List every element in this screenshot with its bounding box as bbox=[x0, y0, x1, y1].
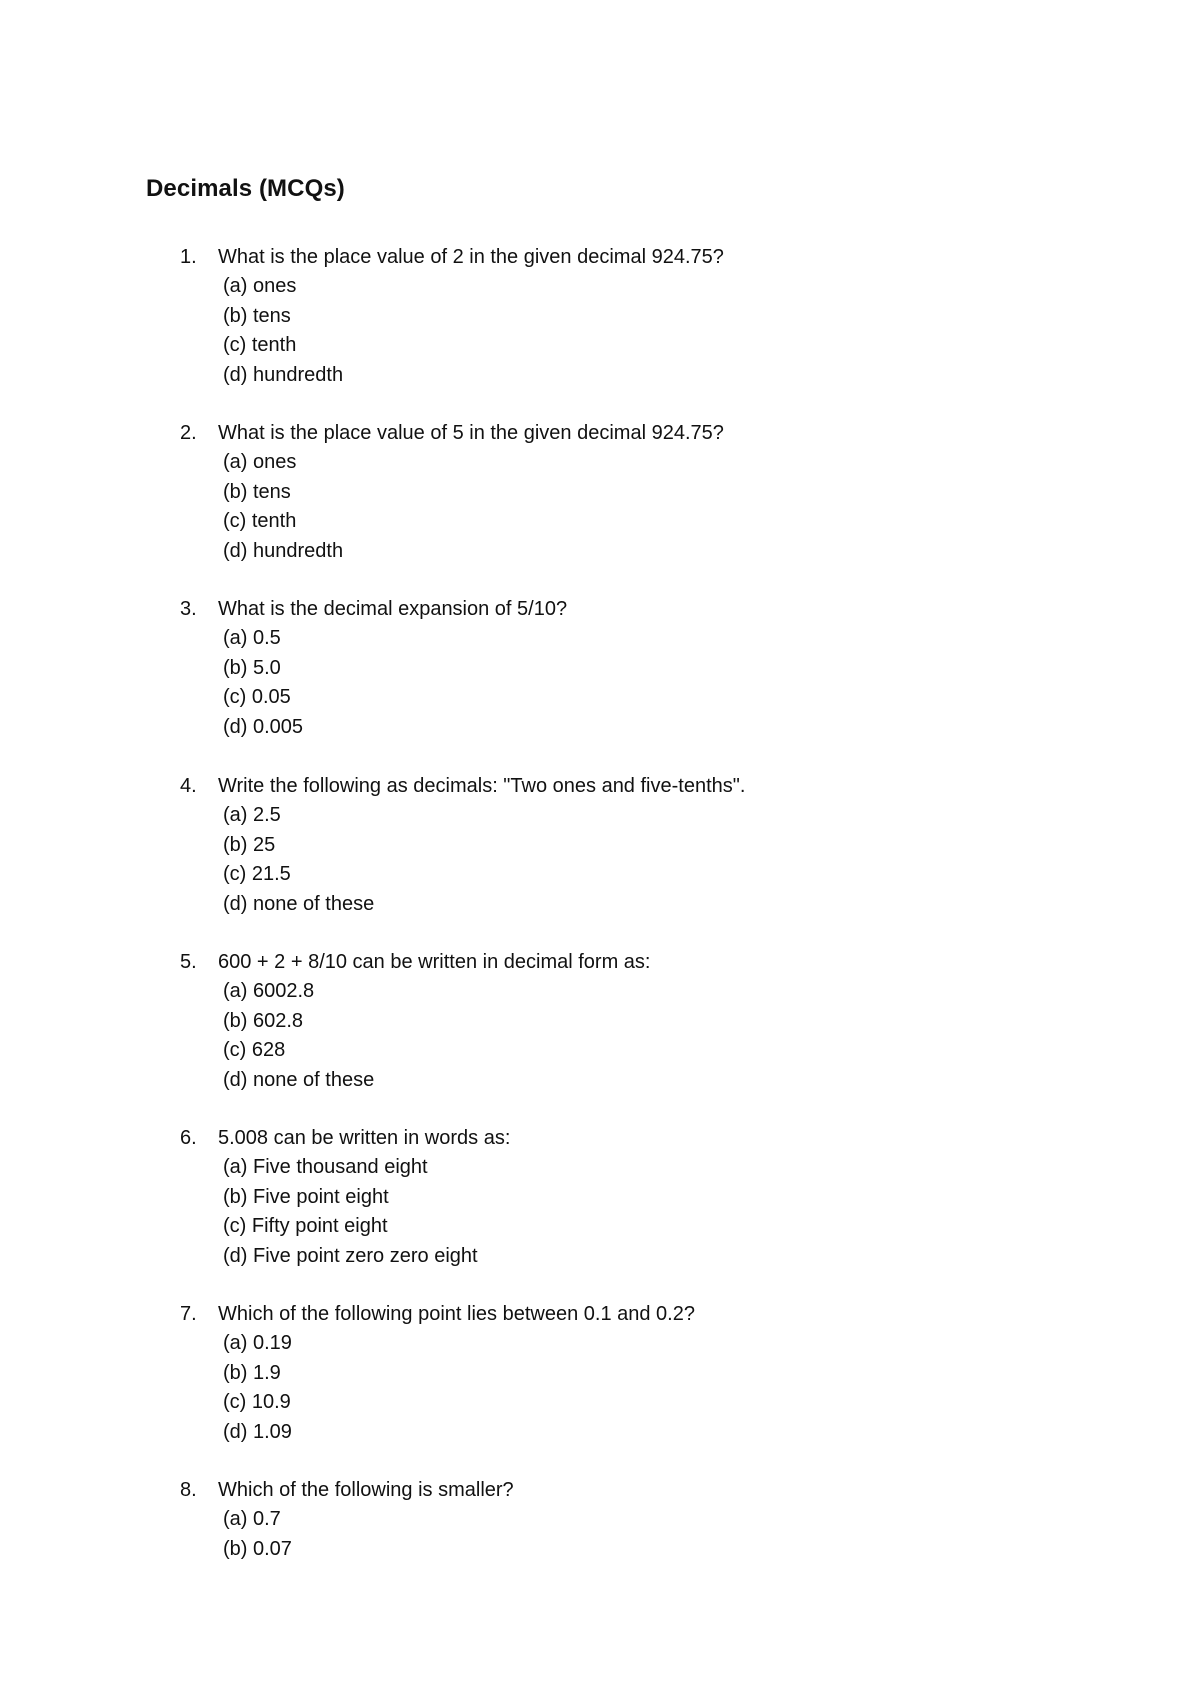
answer-option: (d) 0.005 bbox=[223, 715, 304, 738]
answer-option: (d) none of these bbox=[223, 892, 375, 915]
answer-option: (a) 0.19 bbox=[223, 1332, 292, 1355]
answer-option: (b) Five point eight bbox=[223, 1185, 389, 1208]
answer-option: (a) 0.7 bbox=[223, 1508, 281, 1531]
answer-option: (b) 602.8 bbox=[223, 1009, 304, 1032]
question-text: Which of the following is smaller? bbox=[218, 1479, 514, 1501]
question-text: What is the place value of 2 in the given decimal 924.75? bbox=[218, 246, 724, 268]
answer-option: (c) tenth bbox=[223, 510, 297, 533]
question-text: 5.008 can be written in words as: bbox=[218, 1127, 511, 1149]
answer-option: (c) 21.5 bbox=[223, 863, 291, 886]
question-number: 6. bbox=[180, 1127, 197, 1149]
question-number: 7. bbox=[180, 1303, 197, 1325]
answer-option: (b) tens bbox=[223, 480, 291, 503]
question-number: 8. bbox=[180, 1479, 197, 1501]
answer-option: (a) 2.5 bbox=[223, 804, 281, 827]
question-number: 3. bbox=[180, 598, 197, 620]
option-list bbox=[223, 448, 343, 566]
question-text: What is the place value of 5 in the given decimal 924.75? bbox=[218, 422, 724, 444]
answer-option: (c) 628 bbox=[223, 1039, 286, 1062]
answer-option: (b) 0.07 bbox=[223, 1537, 292, 1560]
answer-option: (b) 5.0 bbox=[223, 656, 281, 679]
question-number: 5. bbox=[180, 951, 197, 973]
answer-option: (a) ones bbox=[223, 275, 297, 298]
answer-option: (c) tenth bbox=[223, 334, 297, 357]
question-text: Which of the following point lies between 0.1 and 0.2? bbox=[218, 1303, 695, 1325]
option-list bbox=[223, 801, 374, 919]
answer-option: (a) 6002.8 bbox=[223, 980, 315, 1003]
option-list bbox=[223, 977, 374, 1095]
option-list bbox=[223, 1329, 292, 1447]
answer-option: (d) Five point zero zero eight bbox=[223, 1244, 478, 1267]
answer-option: (b) 25 bbox=[223, 833, 276, 856]
option-list bbox=[223, 1505, 292, 1564]
option-list bbox=[223, 624, 303, 742]
question-number: 4. bbox=[180, 775, 197, 797]
question-text: What is the decimal expansion of 5/10? bbox=[218, 598, 568, 620]
answer-option: (b) 1.9 bbox=[223, 1361, 281, 1384]
option-list bbox=[223, 272, 343, 390]
answer-option: (d) hundredth bbox=[223, 539, 344, 562]
answer-option: (d) none of these bbox=[223, 1068, 375, 1091]
answer-option: (a) ones bbox=[223, 451, 297, 474]
question-number: 1. bbox=[180, 246, 197, 268]
answer-option: (c) Fifty point eight bbox=[223, 1215, 388, 1238]
answer-option: (d) hundredth bbox=[223, 363, 344, 386]
answer-option: (c) 10.9 bbox=[223, 1391, 291, 1414]
question-text: Write the following as decimals: "Two ones and five-tenths". bbox=[218, 775, 746, 797]
answer-option: (a) 0.5 bbox=[223, 627, 281, 650]
answer-option: (b) tens bbox=[223, 304, 291, 327]
answer-option: (c) 0.05 bbox=[223, 686, 291, 709]
page-title: Decimals (MCQs) bbox=[146, 175, 345, 202]
option-list bbox=[223, 1153, 478, 1271]
question-number: 2. bbox=[180, 422, 197, 444]
question-text: 600 + 2 + 8/10 can be written in decimal form as: bbox=[218, 951, 651, 973]
answer-option: (d) 1.09 bbox=[223, 1420, 292, 1443]
answer-option: (a) Five thousand eight bbox=[223, 1156, 428, 1179]
